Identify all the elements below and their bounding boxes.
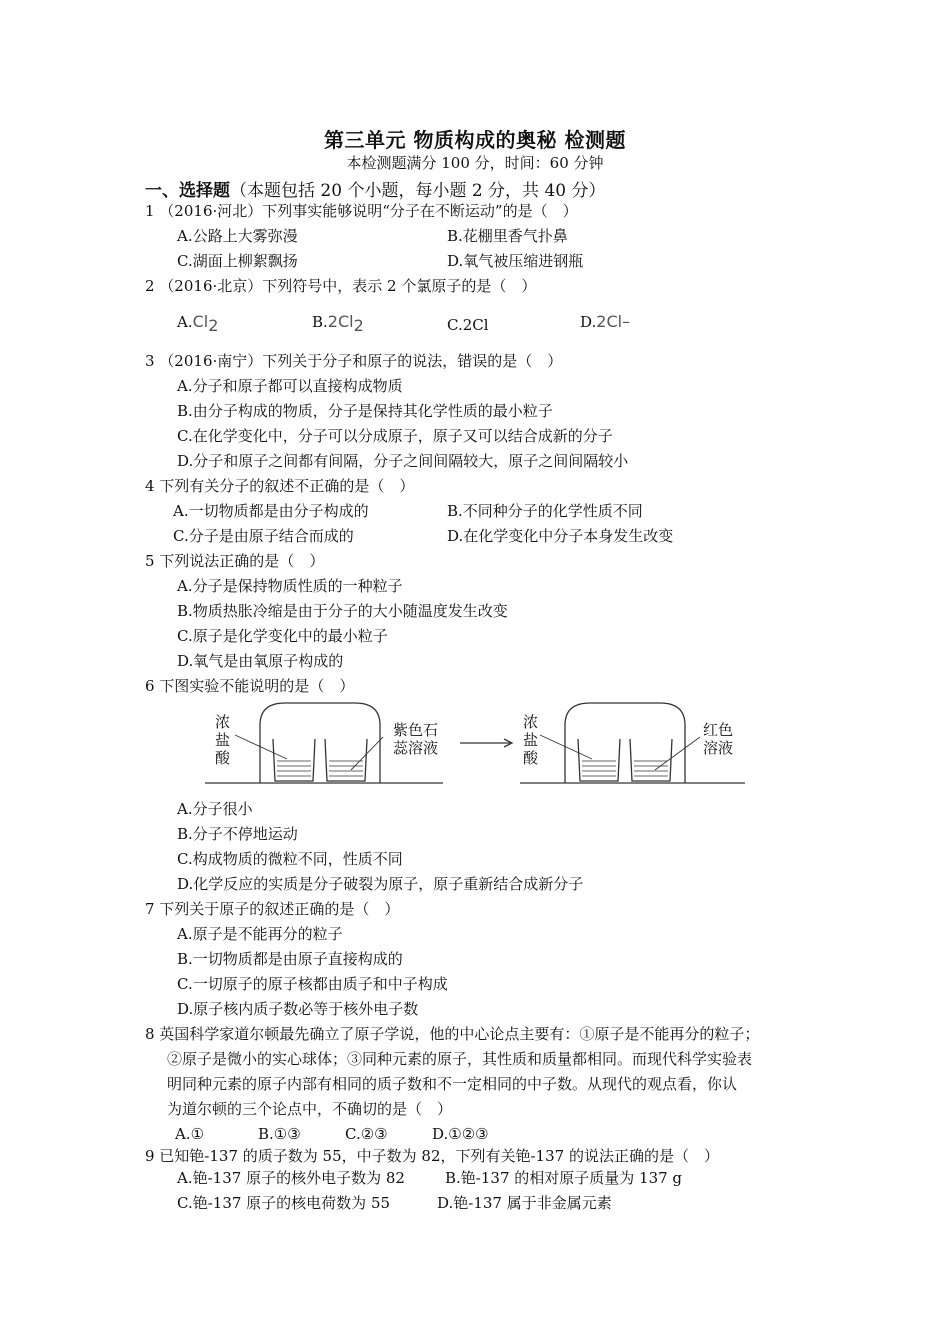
- question-6-option-c: C.构成物质的微粒不同，性质不同: [177, 850, 403, 868]
- label-right-left-3: 酸: [523, 749, 539, 767]
- label-mid-2: 蕊溶液: [393, 739, 439, 757]
- question-4-option-b: B.不同种分子的化学性质不同: [447, 502, 643, 520]
- question-8-option-c: C.②③: [345, 1125, 388, 1143]
- question-4-option-c: C.分子是由原子结合而成的: [173, 527, 354, 545]
- question-5-option-d: D.氧气是由氧原子构成的: [177, 652, 344, 670]
- question-5-option-a: A.分子是保持物质性质的一种粒子: [177, 577, 403, 595]
- question-2-stem: 2 （2016·北京）下列符号中，表示 2 个氯原子的是（ ）: [145, 277, 537, 295]
- question-3-stem: 3 （2016·南宁）下列关于分子和原子的说法，错误的是（ ）: [145, 352, 563, 370]
- page-subtitle: 本检测题满分 100 分，时间：60 分钟: [346, 154, 604, 172]
- question-8-line-4: 为道尔顿的三个论点中，不确切的是（ ）: [167, 1100, 453, 1118]
- option-prefix: D.: [580, 313, 597, 331]
- question-2-option-a: [177, 312, 218, 336]
- question-8-option-b: B.①③: [258, 1125, 301, 1143]
- question-8-line-2: ②原子是微小的实心球体；③同种元素的原子，其性质和质量都相同。而现代科学实验表: [167, 1050, 753, 1068]
- question-3-option-d: D.分子和原子之间都有间隔，分子之间间隔较大，原子之间间隔较小: [177, 452, 629, 470]
- question-7-option-c: C.一切原子的原子核都由质子和中子构成: [177, 975, 448, 993]
- label-left-2: 盐: [215, 731, 231, 749]
- question-6-option-d: D.化学反应的实质是分子破裂为原子，原子重新结合成新分子: [177, 875, 584, 893]
- question-1-option-a: A.公路上大雾弥漫: [177, 227, 298, 245]
- chem-formula: Cl: [192, 312, 209, 331]
- label-left-1: 浓: [215, 713, 231, 731]
- question-5-option-c: C.原子是化学变化中的最小粒子: [177, 627, 388, 645]
- question-2-option-c: C.2Cl: [447, 316, 489, 334]
- question-5-stem: 5 下列说法正确的是（ ）: [145, 552, 325, 570]
- question-2-option-b: [312, 312, 364, 336]
- question-9-option-d: D.铯-137 属于非金属元素: [437, 1194, 612, 1212]
- question-7-option-a: A.原子是不能再分的粒子: [177, 925, 343, 943]
- question-6-stem: 6 下图实验不能说明的是（ ）: [145, 677, 355, 695]
- question-7-option-b: B.一切物质都是由原子直接构成的: [177, 950, 403, 968]
- chem-subscript: 2: [208, 316, 219, 335]
- question-7-stem: 7 下列关于原子的叙述正确的是（ ）: [145, 900, 400, 918]
- question-2-option-d: [580, 312, 630, 332]
- chem-formula: 2Cl–: [596, 312, 631, 331]
- question-8-line-1: 8 英国科学家道尔顿最先确立了原子学说，他的中心论点主要有：①原子是不能再分的粒子；: [145, 1025, 760, 1043]
- option-prefix: A.: [177, 313, 193, 331]
- label-mid-1: 紫色石: [393, 721, 439, 739]
- question-4-stem: 4 下列有关分子的叙述不正确的是（ ）: [145, 477, 415, 495]
- label-right-left-1: 浓: [523, 713, 539, 731]
- experiment-diagram: [205, 695, 765, 795]
- section-description: （本题包括 20 个小题，每小题 2 分，共 40 分）: [230, 181, 606, 201]
- question-1-option-b: B.花棚里香气扑鼻: [447, 227, 568, 245]
- question-3-option-a: A.分子和原子都可以直接构成物质: [177, 377, 403, 395]
- question-8-option-d: D.①②③: [432, 1125, 489, 1143]
- question-6-option-b: B.分子不停地运动: [177, 825, 298, 843]
- question-3-option-c: C.在化学变化中，分子可以分成原子，原子又可以结合成新的分子: [177, 427, 613, 445]
- question-4-option-a: A.一切物质都是由分子构成的: [173, 502, 369, 520]
- question-7-option-d: D.原子核内质子数必等于核外电子数: [177, 1000, 419, 1018]
- question-5-option-b: B.物质热胀冷缩是由于分子的大小随温度发生改变: [177, 602, 508, 620]
- label-left-3: 酸: [215, 749, 231, 767]
- question-9-option-c: C.铯-137 原子的核电荷数为 55: [177, 1194, 391, 1212]
- section-heading: [145, 176, 606, 201]
- question-3-option-b: B.由分子构成的物质，分子是保持其化学性质的最小粒子: [177, 402, 553, 420]
- right-beaker-2: [630, 739, 672, 781]
- question-8-line-3: 明同种元素的原子内部有相同的质子数和不一定相同的中子数。从现代的观点看，你认: [167, 1075, 738, 1093]
- label-right-left-2: 盐: [523, 731, 539, 749]
- question-1-option-c: C.湖面上柳絮飘扬: [177, 252, 298, 270]
- question-1-option-d: D.氧气被压缩进钢瓶: [447, 252, 584, 270]
- section-label: 一、选择题: [145, 181, 230, 201]
- chem-subscript: 2: [353, 316, 364, 335]
- question-6-option-a: A.分子很小: [177, 800, 253, 818]
- question-1-stem: 1 （2016·河北）下列事实能够说明“分子在不断运动”的是（ ）: [145, 202, 578, 220]
- label-right-2: 溶液: [703, 739, 734, 757]
- question-4-option-d: D.在化学变化中分子本身发生改变: [447, 527, 674, 545]
- page-title: 第三单元 物质构成的奥秘 检测题: [324, 128, 626, 152]
- option-prefix: B.: [312, 313, 328, 331]
- question-9-stem: 9 已知铯-137 的质子数为 55，中子数为 82，下列有关铯-137 的说法正确的是（ ）: [145, 1147, 719, 1165]
- question-9-option-a: A.铯-137 原子的核外电子数为 82: [177, 1169, 405, 1187]
- chem-formula: 2Cl: [327, 312, 354, 331]
- question-9-option-b: B.铯-137 的相对原子质量为 137 g: [445, 1169, 683, 1187]
- question-8-option-a: A.①: [175, 1125, 205, 1143]
- left-beaker-1: [273, 739, 315, 781]
- label-right-1: 红色: [703, 721, 734, 739]
- right-beaker-1: [578, 739, 620, 781]
